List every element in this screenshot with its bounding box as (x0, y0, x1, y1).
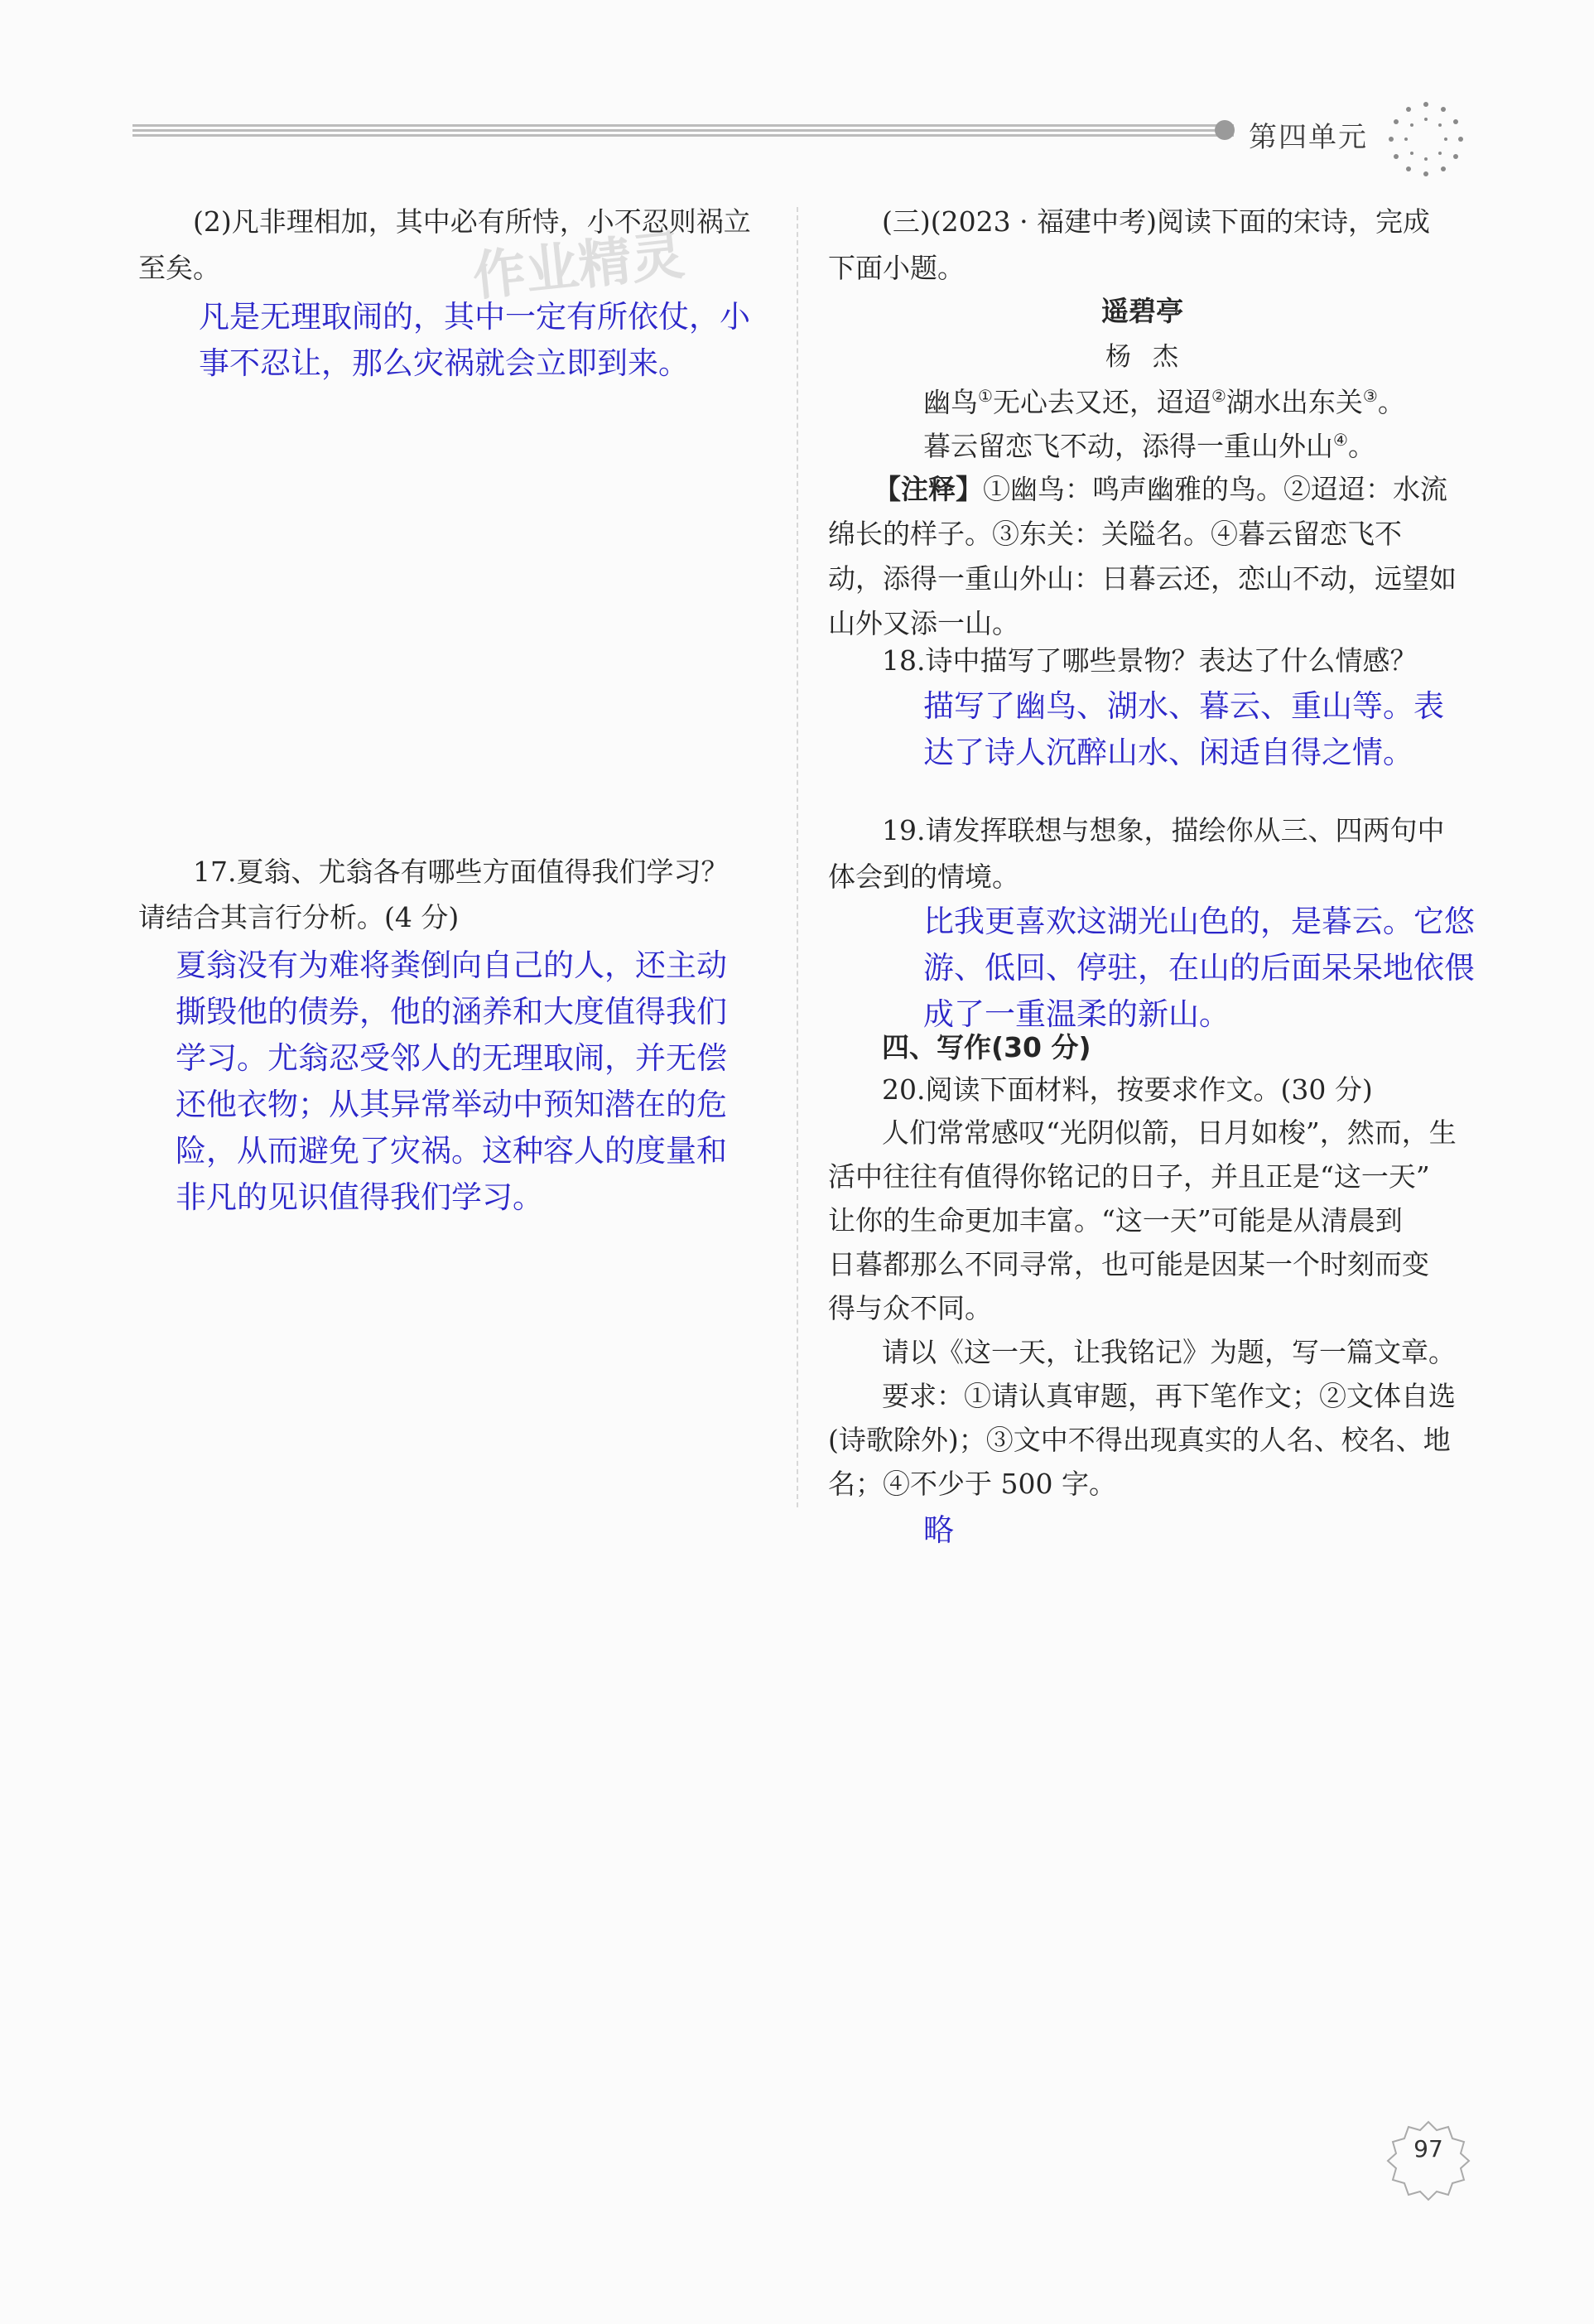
answer-q17-line-4: 还他衣物；从其异常举动中预知潜在的危 (176, 1087, 727, 1122)
answer-q17-line-2: 撕毁他的债券，他的涵养和大度值得我们 (176, 994, 727, 1029)
annotation-label: 【注释】 (874, 473, 983, 505)
writing-task: 请以《这一天，让我铭记》为题，写一篇文章。 (882, 1336, 1456, 1368)
column-divider (797, 207, 798, 1507)
annotation-line-4: 山外又添一山。 (828, 607, 1019, 639)
question-2-line-1: (2)凡非理相加，其中必有所恃，小不忍则祸立 (193, 205, 751, 238)
annotation-line-3: 动，添得一重山外山：日暮云还，恋山不动，远望如 (828, 562, 1457, 595)
poem-line-1: 幽鸟①无心去又还，迢迢②湖水出东关③。 (923, 386, 1405, 418)
watermark: 作业精灵 (470, 224, 687, 309)
requirements-line-2: (诗歌除外)；③文中不得出现真实的人名、校名、地 (828, 1424, 1451, 1456)
question-20: 20.阅读下面材料，按要求作文。(30 分) (882, 1073, 1373, 1106)
answer-q18-line-2: 达了诗人沉醉山水、闲适自得之情。 (923, 735, 1413, 770)
material-line-5: 得与众不同。 (828, 1292, 992, 1324)
answer-q17-line-1: 夏翁没有为难将粪倒向自己的人，还主动 (176, 947, 727, 983)
answer-q19-line-2: 游、低回、停驻，在山的后面呆呆地依偎 (923, 950, 1475, 986)
header-rule (132, 124, 1234, 137)
answer-q18-line-1: 描写了幽鸟、湖水、暮云、重山等。表 (923, 688, 1444, 724)
header-bullet-dot (1215, 120, 1235, 140)
question-19-line-1: 19.请发挥联想与想象，描绘你从三、四两句中 (882, 814, 1445, 846)
question-19-line-2: 体会到的情境。 (828, 861, 1019, 893)
question-18: 18.诗中描写了哪些景物？表达了什么情感？ (882, 644, 1418, 677)
section-3-intro-line-1: (三)(2023 · 福建中考)阅读下面的宋诗，完成 (882, 205, 1430, 238)
section-3-intro-line-2: 下面小题。 (828, 252, 965, 284)
answer-q20: 略 (923, 1512, 954, 1548)
unit-title: 第四单元 (1249, 121, 1368, 154)
answer-q17-line-5: 险，从而避免了灾祸。这种容人的度量和 (176, 1133, 727, 1169)
answer-q2-line-2: 事不忍让，那么灾祸就会立即到来。 (199, 345, 689, 381)
page-number: 97 (1413, 2135, 1443, 2162)
question-17-line-1: 17.夏翁、尤翁各有哪些方面值得我们学习？ (193, 856, 729, 888)
dotted-circle-ornament-icon (1385, 98, 1467, 181)
material-line-2: 活中往往有值得你铭记的日子，并且正是“这一天” (828, 1160, 1430, 1193)
poem-title: 遥碧亭 (1101, 295, 1183, 327)
answer-q17-line-3: 学习。尤翁忍受邻人的无理取闹，并无偿 (176, 1040, 727, 1076)
material-line-4: 日暮都那么不同寻常，也可能是因某一个时刻而变 (828, 1248, 1429, 1280)
answer-q19-line-3: 成了一重温柔的新山。 (923, 996, 1230, 1032)
annotation-line-2: 绵长的样子。③东关：关隘名。④暮云留恋飞不 (828, 518, 1402, 550)
section-4-title: 四、写作(30 分) (882, 1031, 1091, 1063)
poem-line-2: 暮云留恋飞不动，添得一重山外山④。 (923, 430, 1375, 462)
material-line-3: 让你的生命更加丰富。“这一天”可能是从清晨到 (828, 1204, 1403, 1237)
requirements-line-3: 名；④不少于 500 字。 (828, 1468, 1116, 1500)
answer-q17-line-6: 非凡的见识值得我们学习。 (176, 1179, 543, 1215)
material-line-1: 人们常常感叹“光阴似箭，日月如梭”，然而，生 (882, 1116, 1457, 1149)
poem-author: 杨杰 (1105, 342, 1200, 372)
answer-q2-line-1: 凡是无理取闹的，其中一定有所依仗，小 (199, 299, 750, 335)
question-2-line-2: 至矣。 (138, 252, 220, 284)
annotation-line-1: 【注释】①幽鸟：鸣声幽雅的鸟。②迢迢：水流 (874, 473, 1447, 505)
answer-q19-line-1: 比我更喜欢这湖光山色的，是暮云。它悠 (923, 904, 1475, 939)
question-17-line-2: 请结合其言行分析。(4 分) (138, 901, 460, 933)
requirements-line-1: 要求：①请认真审题，再下笔作文；②文体自选 (882, 1380, 1456, 1412)
